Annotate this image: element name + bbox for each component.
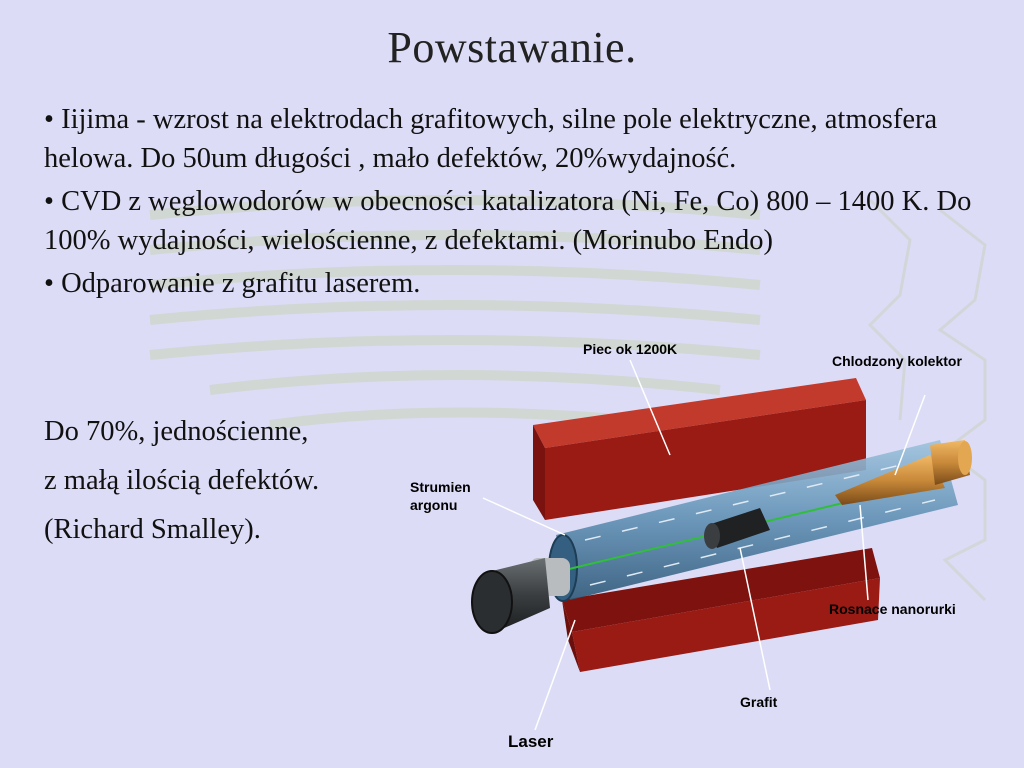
bullet-iijima: • Iijima - wzrost na elektrodach grafitowych, silne pole elektryczne, atmosfera helowa. Do 50um długości , mało defektów, 20%wydajność. <box>44 104 938 174</box>
label-argon-1: Strumien <box>410 479 471 495</box>
label-furnace: Piec ok 1200K <box>583 341 678 357</box>
label-graphite: Grafit <box>740 694 778 710</box>
slide-title: Powstawanie. <box>387 23 637 72</box>
laser-defects-line: z małą ilością defektów. <box>44 465 320 496</box>
laser-yield-line: Do 70%, jednościenne, <box>44 416 309 447</box>
label-cooled-collector: Chlodzony kolektor <box>832 353 962 369</box>
label-laser: Laser <box>508 732 554 751</box>
label-growing-nanotubes: Rosnace nanorurki <box>829 601 956 617</box>
bullet-laser: • Odparowanie z grafitu laserem. <box>44 268 421 299</box>
smalley-line: (Richard Smalley). <box>44 514 261 545</box>
laser-head <box>472 558 570 633</box>
label-argon-2: argonu <box>410 497 458 513</box>
bullet-cvd: • CVD z węglowodorów w obecności katalizatora (Ni, Fe, Co) 800 – 1400 K. Do 100% wydajności, wielościenne, z defektami. (Morinubo Endo) <box>44 186 972 256</box>
